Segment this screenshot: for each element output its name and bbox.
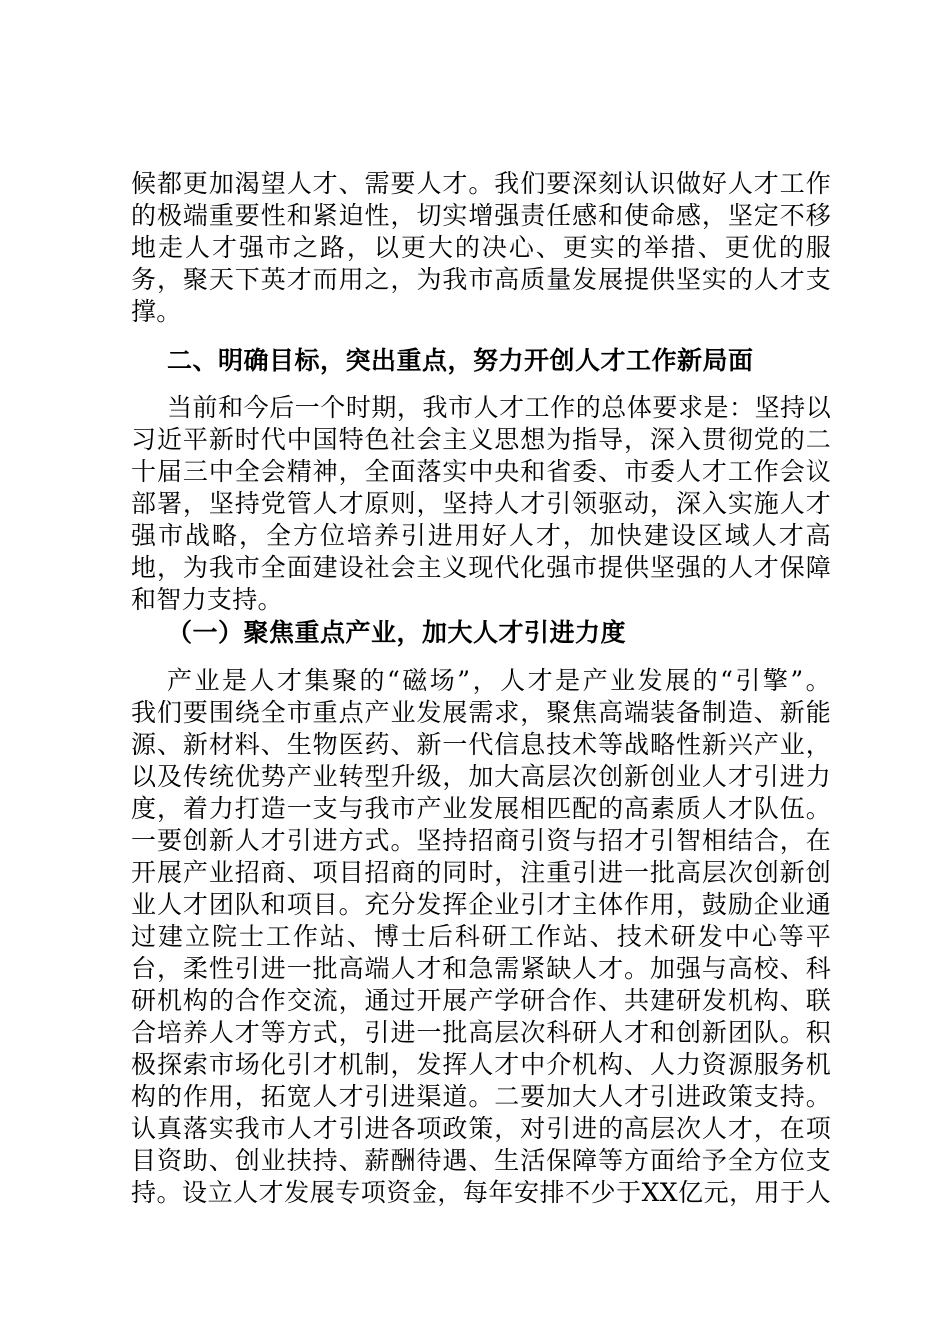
text-line: 度，着力打造一支与我市产业发展相匹配的高素质人才队伍。 [131, 794, 831, 823]
text-line: 撑。 [131, 297, 182, 326]
text-line: 台，柔性引进一批高端人才和急需紧缺人才。加强与高校、科 [131, 954, 831, 983]
text-line: 以及传统优势产业转型升级，加大高层次创新创业人才引进力 [131, 762, 831, 791]
text-line: 务，聚天下英才而用之，为我市高质量发展提供坚实的人才支 [131, 265, 831, 294]
text-line: 源、新材料、生物医药、新一代信息技术等战略性新兴产业， [131, 730, 831, 759]
section-heading: 二、明确目标，突出重点，努力开创人才工作新局面 [167, 346, 754, 375]
text-line: 和智力支持。 [131, 585, 283, 614]
text-line: 合培养人才等方式，引进一批高层次科研人才和创新团队。积 [131, 1018, 831, 1047]
text-line: 过建立院士工作站、博士后科研工作站、技术研发中心等平 [131, 922, 831, 951]
text-line: 构的作用，拓宽人才引进渠道。二要加大人才引进政策支持。 [131, 1082, 831, 1111]
text-line: 产业是人才集聚的“磁场”，人才是产业发展的“引擎”。 [167, 666, 831, 695]
text-line: 研机构的合作交流，通过开展产学研合作、共建研发机构、联 [131, 986, 831, 1015]
text-line: 极探索市场化引才机制，发挥人才中介机构、人力资源服务机 [131, 1050, 831, 1079]
text-line: 我们要围绕全市重点产业发展需求，聚焦高端装备制造、新能 [131, 698, 831, 727]
text-line: 习近平新时代中国特色社会主义思想为指导，深入贯彻党的二 [131, 425, 831, 454]
text-line: 目资助、创业扶持、薪酬待遇、生活保障等方面给予全方位支 [131, 1146, 831, 1175]
text-line: 地走人才强市之路，以更大的决心、更实的举措、更优的服 [131, 233, 831, 262]
text-line: 地，为我市全面建设社会主义现代化强市提供坚强的人才保障 [131, 553, 831, 582]
text-line: 开展产业招商、项目招商的同时，注重引进一批高层次创新创 [131, 858, 831, 887]
text-line: 当前和今后一个时期，我市人才工作的总体要求是：坚持以 [167, 393, 831, 422]
text-line: 十届三中全会精神，全面落实中央和省委、市委人才工作会议 [131, 457, 831, 486]
text-line: 候都更加渴望人才、需要人才。我们要深刻认识做好人才工作 [131, 169, 831, 198]
text-line: 的极端重要性和紧迫性，切实增强责任感和使命感，坚定不移 [131, 201, 831, 230]
text-line: 部署，坚持党管人才原则，坚持人才引领驱动，深入实施人才 [131, 489, 831, 518]
text-line: 业人才团队和项目。充分发挥企业引才主体作用，鼓励企业通 [131, 890, 831, 919]
text-line: 强市战略，全方位培养引进用好人才，加快建设区域人才高 [131, 521, 831, 550]
text-line: 一要创新人才引进方式。坚持招商引资与招才引智相结合，在 [131, 826, 831, 855]
text-line: 持。设立人才发展专项资金，每年安排不少于XX亿元，用于人 [131, 1178, 831, 1207]
subsection-heading: （一）聚焦重点产业，加大人才引进力度 [167, 618, 627, 647]
text-line: 认真落实我市人才引进各项政策，对引进的高层次人才，在项 [131, 1114, 831, 1143]
